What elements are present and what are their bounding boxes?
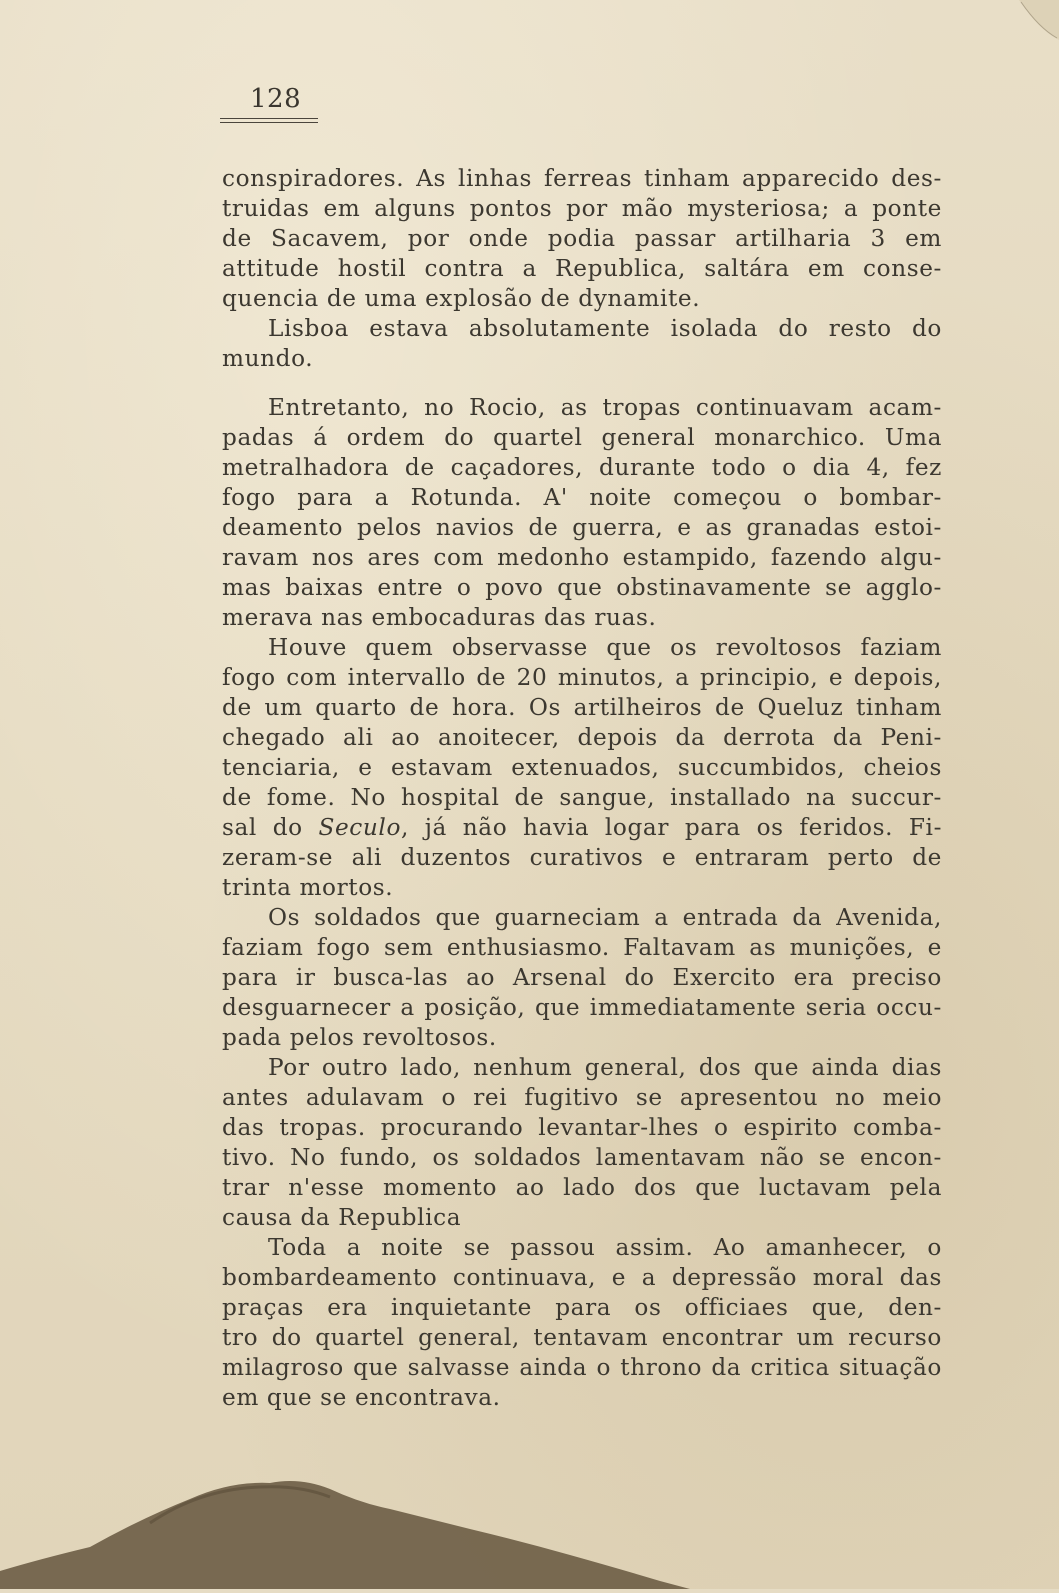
text-line: trinta mortos. bbox=[222, 874, 394, 901]
text-line: Lisboa estava absolutamente isolada do resto do bbox=[268, 315, 942, 342]
text-line: padas á ordem do quartel general monarchico. Uma bbox=[222, 424, 942, 451]
text-line: truidas em alguns pontos por mão mysteriosa; a ponte bbox=[222, 195, 942, 222]
paragraph-gap bbox=[222, 374, 942, 393]
water-stain bbox=[0, 1459, 700, 1589]
text-line: Toda a noite se passou assim. Ao amanhecer, o bbox=[268, 1234, 942, 1261]
text-line: chegado ali ao anoitecer, depois da derrota da Peni- bbox=[222, 724, 942, 751]
text-line: para ir busca-las ao Arsenal do Exercito era preciso bbox=[222, 964, 942, 991]
text-line: Por outro lado, nenhum general, dos que ainda dias bbox=[268, 1054, 942, 1081]
text-line: Entretanto, no Rocio, as tropas continuavam acam- bbox=[268, 394, 942, 421]
text-line: pada pelos revoltosos. bbox=[222, 1024, 497, 1051]
text-line: quencia de uma explosão de dynamite. bbox=[222, 285, 701, 312]
text-line: ravam nos ares com medonho estampido, fazendo algu- bbox=[222, 544, 942, 571]
text-line: das tropas. procurando levantar-lhes o espirito comba- bbox=[222, 1114, 942, 1141]
text-line bbox=[222, 813, 942, 843]
text-segment: sal do bbox=[222, 814, 319, 841]
text-line: fogo para a Rotunda. A' noite começou o bombar- bbox=[222, 484, 942, 511]
text-line: attitude hostil contra a Republica, saltára em conse- bbox=[222, 255, 942, 282]
text-line: tro do quartel general, tentavam encontrar um recurso bbox=[222, 1324, 942, 1351]
text-line: Os soldados que guarneciam a entrada da Avenida, bbox=[268, 904, 942, 931]
page-number-rule bbox=[220, 118, 318, 119]
page-number-rule-secondary bbox=[220, 122, 318, 123]
text-line: de Sacavem, por onde podia passar artilharia 3 em bbox=[222, 225, 942, 252]
text-line: metralhadora de caçadores, durante todo o dia 4, fez bbox=[222, 454, 942, 481]
body-text bbox=[222, 164, 942, 1413]
text-line: milagroso que salvasse ainda o throno da critica situação bbox=[222, 1354, 942, 1381]
text-line: de um quarto de hora. Os artilheiros de Queluz tinham bbox=[222, 694, 942, 721]
page-corner-fold bbox=[999, 0, 1059, 50]
text-line: tivo. No fundo, os soldados lamentavam não se encon- bbox=[222, 1144, 942, 1171]
text-line: antes adulavam o rei fugitivo se apresentou no meio bbox=[222, 1084, 942, 1111]
text-line: conspiradores. As linhas ferreas tinham apparecido des- bbox=[222, 165, 942, 192]
text-line: desguarnecer a posição, que immediatamente seria occu- bbox=[222, 994, 942, 1021]
text-line: tenciaria, e estavam extenuados, succumbidos, cheios bbox=[222, 754, 942, 781]
text-line: faziam fogo sem enthusiasmo. Faltavam as munições, e bbox=[222, 934, 942, 961]
text-line: fogo com intervallo de 20 minutos, a principio, e depois, bbox=[222, 664, 942, 691]
italic-title: Seculo bbox=[318, 814, 402, 841]
page-number: 128 bbox=[250, 84, 302, 114]
text-line: causa da Republica bbox=[222, 1204, 462, 1231]
text-line: mundo. bbox=[222, 345, 314, 372]
text-line: zeram-se ali duzentos curativos e entraram perto de bbox=[222, 844, 942, 871]
text-line: de fome. No hospital de sangue, installado na succur- bbox=[222, 784, 942, 811]
text-line: mas baixas entre o povo que obstinavamente se agglo- bbox=[222, 574, 942, 601]
text-line: em que se encontrava. bbox=[222, 1384, 501, 1411]
text-line: Houve quem observasse que os revoltosos faziam bbox=[268, 634, 942, 661]
text-line: deamento pelos navios de guerra, e as granadas estoi- bbox=[222, 514, 942, 541]
text-line: praças era inquietante para os officiaes que, den- bbox=[222, 1294, 942, 1321]
text-segment: , já não havia logar para os feridos. Fi- bbox=[401, 814, 942, 841]
text-line: trar n'esse momento ao lado dos que luctavam pela bbox=[222, 1174, 942, 1201]
text-line: merava nas embocaduras das ruas. bbox=[222, 604, 657, 631]
text-line: bombardeamento continuava, e a depressão moral das bbox=[222, 1264, 942, 1291]
